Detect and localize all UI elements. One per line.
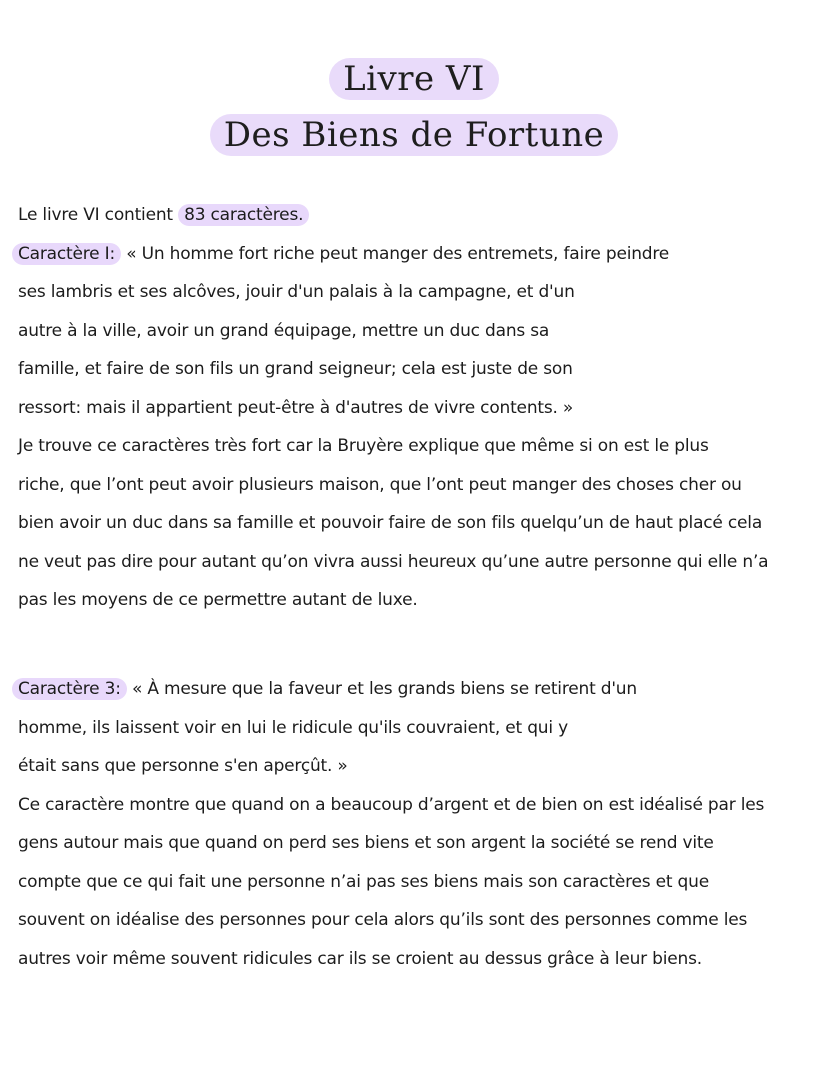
- intro-text: Le livre VI contient: [18, 205, 179, 225]
- comment-line: souvent on idéalise des personnes pour cela alors qu’ils sont des personnes comme les: [18, 910, 748, 930]
- quote-line: [18, 235, 818, 274]
- caractere-1-label: Caractère I:: [12, 243, 121, 265]
- intro-highlight: 83 caractères.: [178, 204, 309, 226]
- quote-text: « À mesure que la faveur et les grands biens se retirent d'un: [126, 679, 637, 699]
- comment-line: ne veut pas dire pour autant qu’on vivra aussi heureux qu’une autre personne qui elle n’a: [18, 551, 769, 572]
- quote-line: autre à la ville, avoir un grand équipage, mettre un duc dans sa: [18, 320, 550, 341]
- quote-text: « Un homme fort riche peut manger des entremets, faire peindre: [121, 243, 670, 264]
- comment-line: compte que ce qui fait une personne n’ai pas ses biens mais son caractères et que: [18, 871, 709, 892]
- quote-line: ses lambris et ses alcôves, jouir d'un palais à la campagne, et d'un: [18, 282, 575, 302]
- section-caractere-1: [18, 196, 818, 620]
- quote-line: homme, ils laissent voir en lui le ridicule qu'ils couvraient, et qui y: [18, 717, 568, 738]
- comment-line: Ce caractère montre que quand on a beaucoup d’argent et de bien on est idéalisé par les: [18, 794, 765, 815]
- title-book-name: Des Biens de Fortune: [210, 114, 619, 156]
- intro-line: [18, 196, 818, 235]
- title-block: [0, 58, 828, 170]
- quote-line: famille, et faire de son fils un grand seigneur; cela est juste de son: [18, 359, 573, 379]
- title-book-number: Livre VI: [329, 58, 499, 100]
- caractere-3-label: Caractère 3:: [12, 678, 127, 700]
- comment-line: gens autour mais que quand on perd ses biens et son argent la société se rend vite: [18, 833, 714, 853]
- comment-line: pas les moyens de ce permettre autant de luxe.: [18, 590, 418, 610]
- comment-line: bien avoir un duc dans sa famille et pouvoir faire de son fils quelqu’un de haut placé cela: [18, 513, 763, 533]
- quote-line: [18, 670, 818, 709]
- comment-line: autres voir même souvent ridicules car ils se croient au dessus grâce à leur biens.: [18, 948, 702, 969]
- comment-line: Je trouve ce caractères très fort car la Bruyère explique que même si on est le plus: [18, 436, 709, 456]
- comment-line: riche, que l’ont peut avoir plusieurs maison, que l’ont peut manger des choses cher ou: [18, 474, 742, 495]
- section-caractere-3: [18, 670, 818, 978]
- quote-line: ressort: mais il appartient peut-être à d'autres de vivre contents. »: [18, 397, 574, 418]
- quote-line: était sans que personne s'en aperçût. »: [18, 756, 348, 776]
